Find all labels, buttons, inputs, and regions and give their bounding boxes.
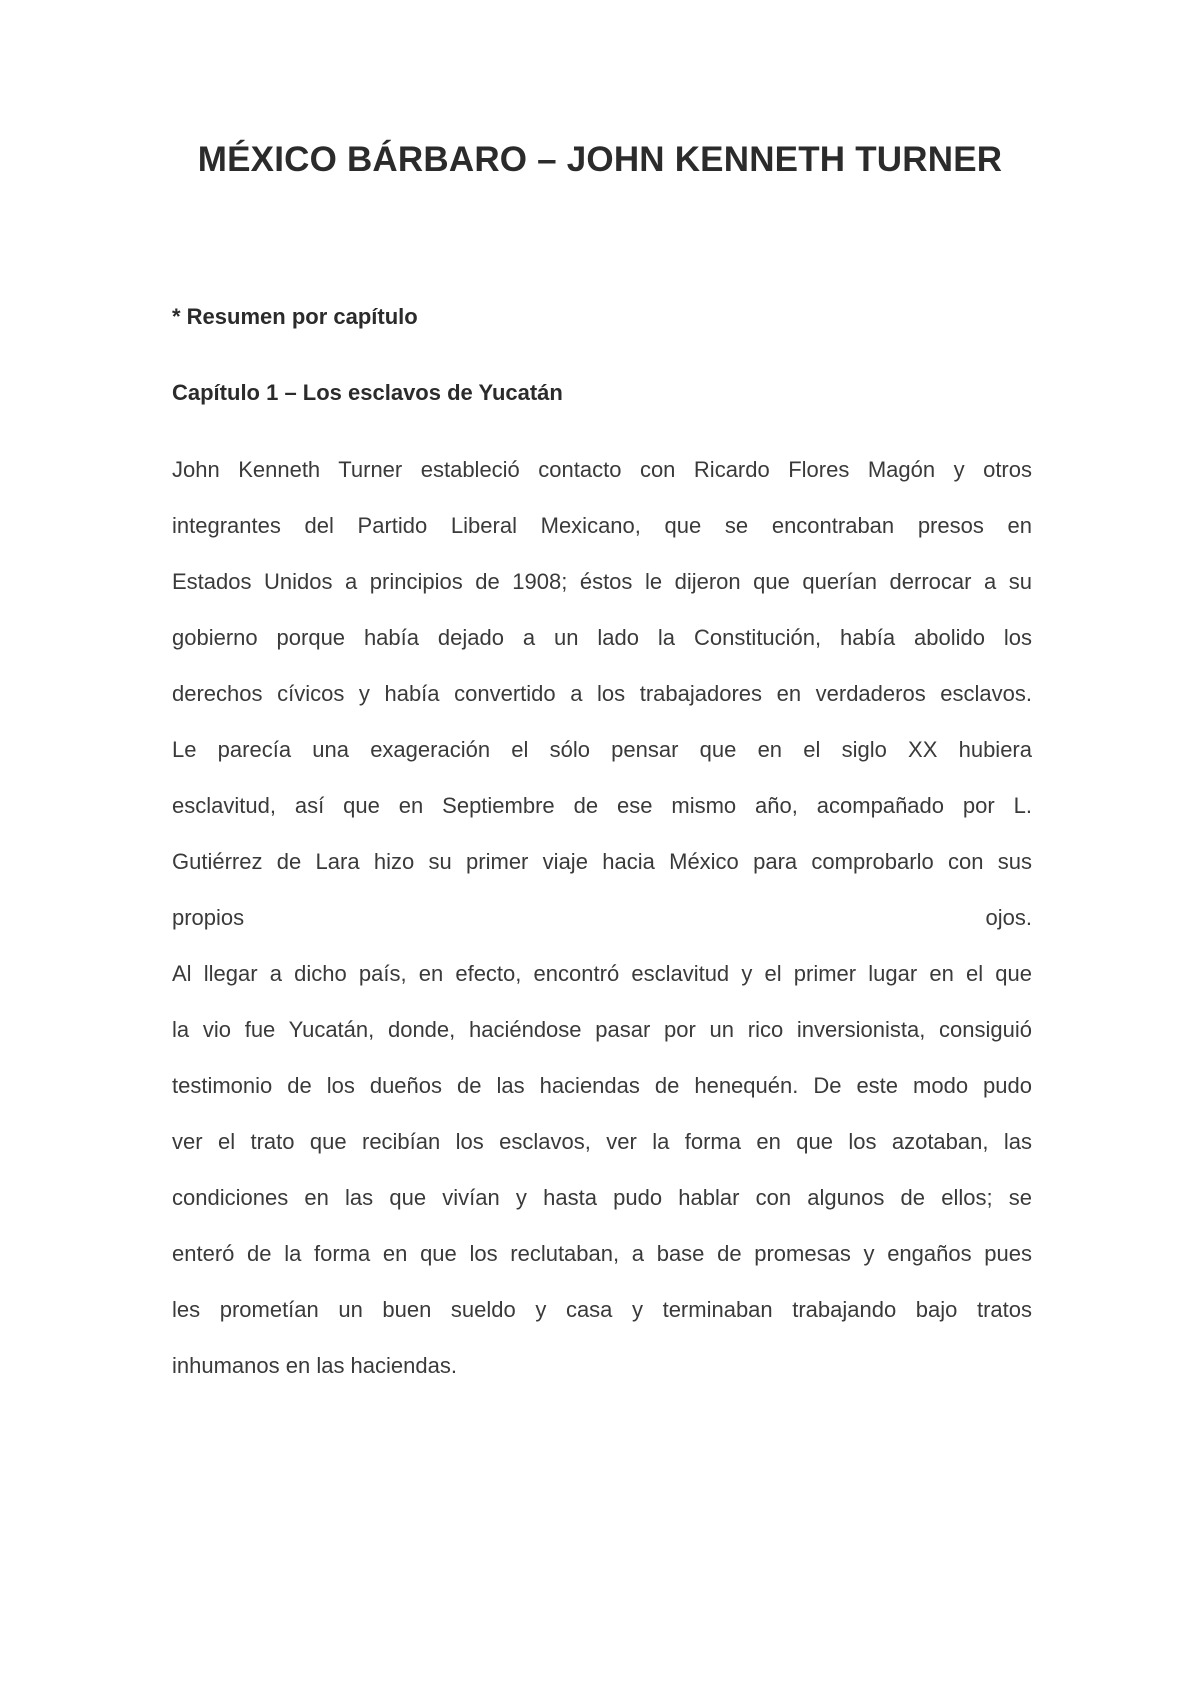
document-title: MÉXICO BÁRBARO – JOHN KENNETH TURNER (197, 140, 1003, 179)
paragraph-line: Gutiérrez de Lara hizo su primer viaje hacia México para comprobarlo con sus (172, 849, 1032, 874)
paragraph-line: Estados Unidos a principios de 1908; éstos le dijeron que querían derrocar a su (172, 569, 1032, 594)
paragraph-line: condiciones en las que vivían y hasta pudo hablar con algunos de ellos; se (172, 1185, 1032, 1210)
paragraph-line: la vio fue Yucatán, donde, haciéndose pasar por un rico inversionista, consiguió (172, 1017, 1032, 1042)
paragraph-line: esclavitud, así que en Septiembre de ese mismo año, acompañado por L. (172, 793, 1032, 818)
paragraph-line: integrantes del Partido Liberal Mexicano, que se encontraban presos en (172, 513, 1032, 538)
paragraph-1 (172, 442, 1032, 946)
paragraph-line: les prometían un buen sueldo y casa y terminaban trabajando bajo tratos (172, 1297, 1032, 1322)
paragraph-line: propios ojos. (172, 905, 1032, 930)
section-label: * Resumen por capítulo (172, 304, 418, 329)
paragraph-line: ver el trato que recibían los esclavos, ver la forma en que los azotaban, las (172, 1129, 1032, 1154)
paragraph-line: derechos cívicos y había convertido a los trabajadores en verdaderos esclavos. (172, 681, 1032, 706)
paragraph-2 (172, 946, 1032, 1394)
paragraph-line: Le parecía una exageración el sólo pensar que en el siglo XX hubiera (172, 737, 1032, 762)
paragraph-line: Al llegar a dicho país, en efecto, encontró esclavitud y el primer lugar en el que (172, 961, 1032, 986)
chapter-heading: Capítulo 1 – Los esclavos de Yucatán (172, 380, 563, 405)
paragraph-line: gobierno porque había dejado a un lado la Constitución, había abolido los (172, 625, 1032, 650)
paragraph-line: enteró de la forma en que los reclutaban, a base de promesas y engaños pues (172, 1241, 1032, 1266)
paragraph-line: testimonio de los dueños de las haciendas de henequén. De este modo pudo (172, 1073, 1032, 1098)
paragraph-line: John Kenneth Turner estableció contacto con Ricardo Flores Magón y otros (172, 457, 1032, 482)
paragraph-line: inhumanos en las haciendas. (172, 1353, 457, 1378)
